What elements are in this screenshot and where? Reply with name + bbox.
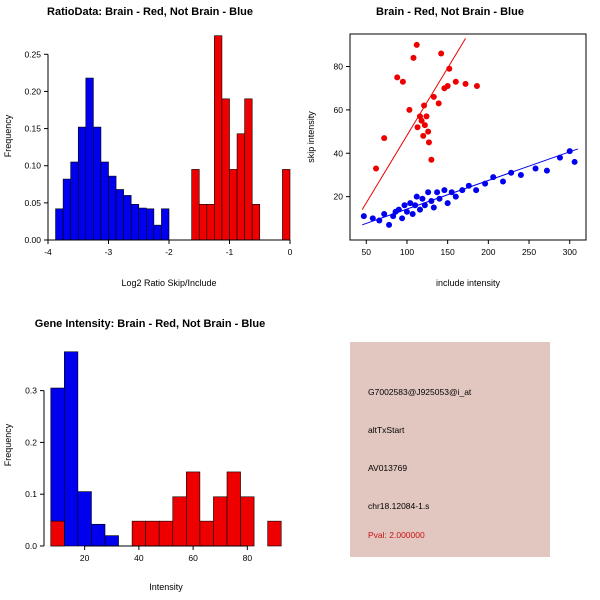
scatter-point (426, 139, 432, 145)
scatter-title: Brain - Red, Not Brain - Blue (376, 6, 524, 18)
y-tick-label: 0.3 (25, 385, 37, 396)
regression-line (362, 38, 465, 209)
scatter-point (410, 55, 416, 61)
hist-ratio-plot (0, 18, 300, 290)
scatter-point (436, 100, 442, 106)
scatter-point (557, 155, 563, 161)
scatter-point (373, 165, 379, 171)
scatter-point (370, 215, 376, 221)
histogram-bar (51, 521, 65, 546)
histogram-bar (207, 204, 215, 240)
scatter-point (437, 196, 443, 202)
scatter-point (404, 209, 410, 215)
histogram-bar (200, 521, 214, 546)
x-tick-label: 50 (361, 247, 372, 257)
scatter-point (412, 202, 418, 208)
y-tick-label: 0.2 (25, 437, 37, 448)
y-tick-label: 0.0 (25, 541, 37, 551)
histogram-bar (93, 127, 101, 240)
histogram-bar (71, 162, 79, 240)
scatter-point (399, 215, 405, 221)
x-tick-label: -4 (44, 247, 52, 257)
x-tick-label: 20 (79, 553, 90, 563)
scatter-point (533, 165, 539, 171)
panel-hist-ratio (0, 6, 300, 296)
scatter-point (445, 200, 451, 206)
info-line-1: G7002583@J925053@i_at (368, 387, 472, 397)
y-tick-label: 0.20 (24, 86, 41, 97)
scatter-point (453, 79, 459, 85)
x-axis-label: Intensity (149, 582, 183, 592)
scatter-point (415, 124, 421, 130)
histogram-bar (159, 521, 173, 546)
histogram-bar (186, 472, 200, 546)
x-axis-label: Log2 Ratio Skip/Include (121, 278, 217, 288)
histogram-bar (146, 209, 154, 240)
scatter-point (428, 198, 434, 204)
x-tick-label: 0 (287, 247, 293, 257)
scatter-point (394, 74, 400, 80)
scatter-point (463, 81, 469, 87)
scatter-point (419, 196, 425, 202)
histogram-bar (101, 162, 109, 240)
scatter-point (441, 187, 447, 193)
scatter-point (376, 217, 382, 223)
histogram-bar (213, 497, 227, 546)
hist-intensity-title: Gene Intensity: Brain - Red, Not Brain - Blue (34, 318, 266, 330)
y-tick-label: 0.05 (24, 197, 41, 208)
x-tick-label: 250 (521, 247, 537, 257)
histogram-bar (282, 169, 290, 240)
histogram-bar (230, 169, 238, 240)
scatter-point (434, 189, 440, 195)
histogram-bar (192, 169, 200, 240)
hist-intensity-plot (0, 330, 300, 594)
histogram-bar (214, 36, 222, 240)
scatter-plot (300, 18, 600, 290)
histogram-bar (268, 521, 282, 546)
y-axis-label: skip intensity (306, 111, 316, 163)
histogram-bar (237, 134, 245, 240)
scatter-point (381, 211, 387, 217)
histogram-bar (63, 179, 71, 240)
y-tick-label: 20 (333, 191, 343, 202)
scatter-point (482, 181, 488, 187)
info-line-3: AV013769 (368, 463, 408, 473)
info-box (350, 342, 550, 557)
scatter-point (422, 202, 428, 208)
x-tick-label: -1 (225, 247, 234, 257)
scatter-point (431, 94, 437, 100)
x-tick-label: 40 (134, 553, 144, 563)
x-tick-label: -2 (165, 247, 173, 257)
y-tick-label: 80 (333, 61, 343, 72)
scatter-point (396, 207, 402, 213)
scatter-point (423, 113, 429, 119)
histogram-bar (131, 204, 139, 240)
histogram-bar (222, 99, 230, 240)
scatter-point (428, 157, 434, 163)
scatter-point (445, 83, 451, 89)
histogram-bar (86, 78, 94, 240)
histogram-bar (199, 204, 207, 240)
histogram-bar (227, 472, 241, 546)
scatter-point (381, 135, 387, 141)
histogram-bar (105, 536, 119, 546)
y-tick-label: 40 (333, 148, 343, 159)
histogram-bar (78, 127, 86, 240)
scatter-point (402, 202, 408, 208)
scatter-point (466, 183, 472, 189)
scatter-point (421, 103, 427, 109)
scatter-point (425, 129, 431, 135)
histogram-bar (241, 497, 255, 546)
x-tick-label: -3 (104, 247, 113, 257)
scatter-point (474, 83, 480, 89)
scatter-point (410, 211, 416, 217)
x-tick-label: 60 (188, 553, 198, 563)
y-tick-label: 0.15 (24, 123, 41, 134)
scatter-point (420, 133, 426, 139)
histogram-bar (161, 209, 169, 240)
info-line-2: altTxStart (368, 425, 405, 435)
scatter-point (422, 122, 428, 128)
panel-scatter (300, 6, 600, 296)
y-tick-label: 0.00 (24, 235, 41, 245)
histogram-bar (245, 99, 253, 240)
x-tick-label: 150 (440, 247, 455, 257)
histogram-bar (91, 524, 105, 546)
scatter-point (473, 187, 479, 193)
scatter-point (459, 187, 465, 193)
y-axis-label: Frequency (3, 423, 13, 467)
scatter-point (425, 189, 431, 195)
x-tick-label: 200 (481, 247, 496, 257)
y-tick-label: 0.10 (24, 160, 41, 171)
scatter-point (414, 42, 420, 48)
scatter-point (518, 172, 524, 178)
scatter-point (431, 204, 437, 210)
histogram-bar (78, 492, 92, 546)
scatter-point (406, 107, 412, 113)
scatter-point (567, 148, 573, 154)
scatter-point (500, 178, 506, 184)
scatter-point (572, 159, 578, 165)
scatter-point (544, 168, 550, 174)
scatter-point (446, 66, 452, 72)
histogram-bar (109, 176, 117, 240)
hist-ratio-title: RatioData: Brain - Red, Not Brain - Blue (47, 6, 253, 18)
scatter-point (400, 79, 406, 85)
y-tick-label: 0.1 (25, 489, 37, 500)
x-tick-label: 300 (562, 247, 577, 257)
y-tick-label: 0.25 (24, 49, 41, 60)
histogram-bar (252, 204, 260, 240)
panel-hist-intensity (0, 318, 300, 600)
histogram-bar (64, 352, 78, 546)
info-pval: Pval: 2.000000 (368, 530, 425, 540)
histogram-bar (116, 189, 124, 240)
info-line-4: chr18.12084-1.s (368, 501, 430, 511)
x-tick-label: 100 (399, 247, 415, 257)
y-axis-label: Frequency (3, 114, 13, 158)
histogram-bar (132, 521, 146, 546)
scatter-point (414, 194, 420, 200)
scatter-point (453, 194, 459, 200)
x-axis-label: include intensity (435, 278, 501, 288)
histogram-bar (124, 195, 132, 240)
y-tick-label: 60 (333, 104, 343, 115)
histogram-bar (139, 208, 147, 240)
histogram-bar (154, 225, 162, 240)
scatter-point (361, 213, 367, 219)
scatter-point (417, 207, 423, 213)
scatter-point (386, 222, 392, 228)
scatter-point (490, 174, 496, 180)
histogram-bar (146, 521, 160, 546)
scatter-point (438, 51, 444, 57)
histogram-bar (56, 209, 64, 240)
scatter-point (508, 170, 514, 176)
x-tick-label: 80 (242, 553, 253, 563)
histogram-bar (173, 497, 187, 546)
